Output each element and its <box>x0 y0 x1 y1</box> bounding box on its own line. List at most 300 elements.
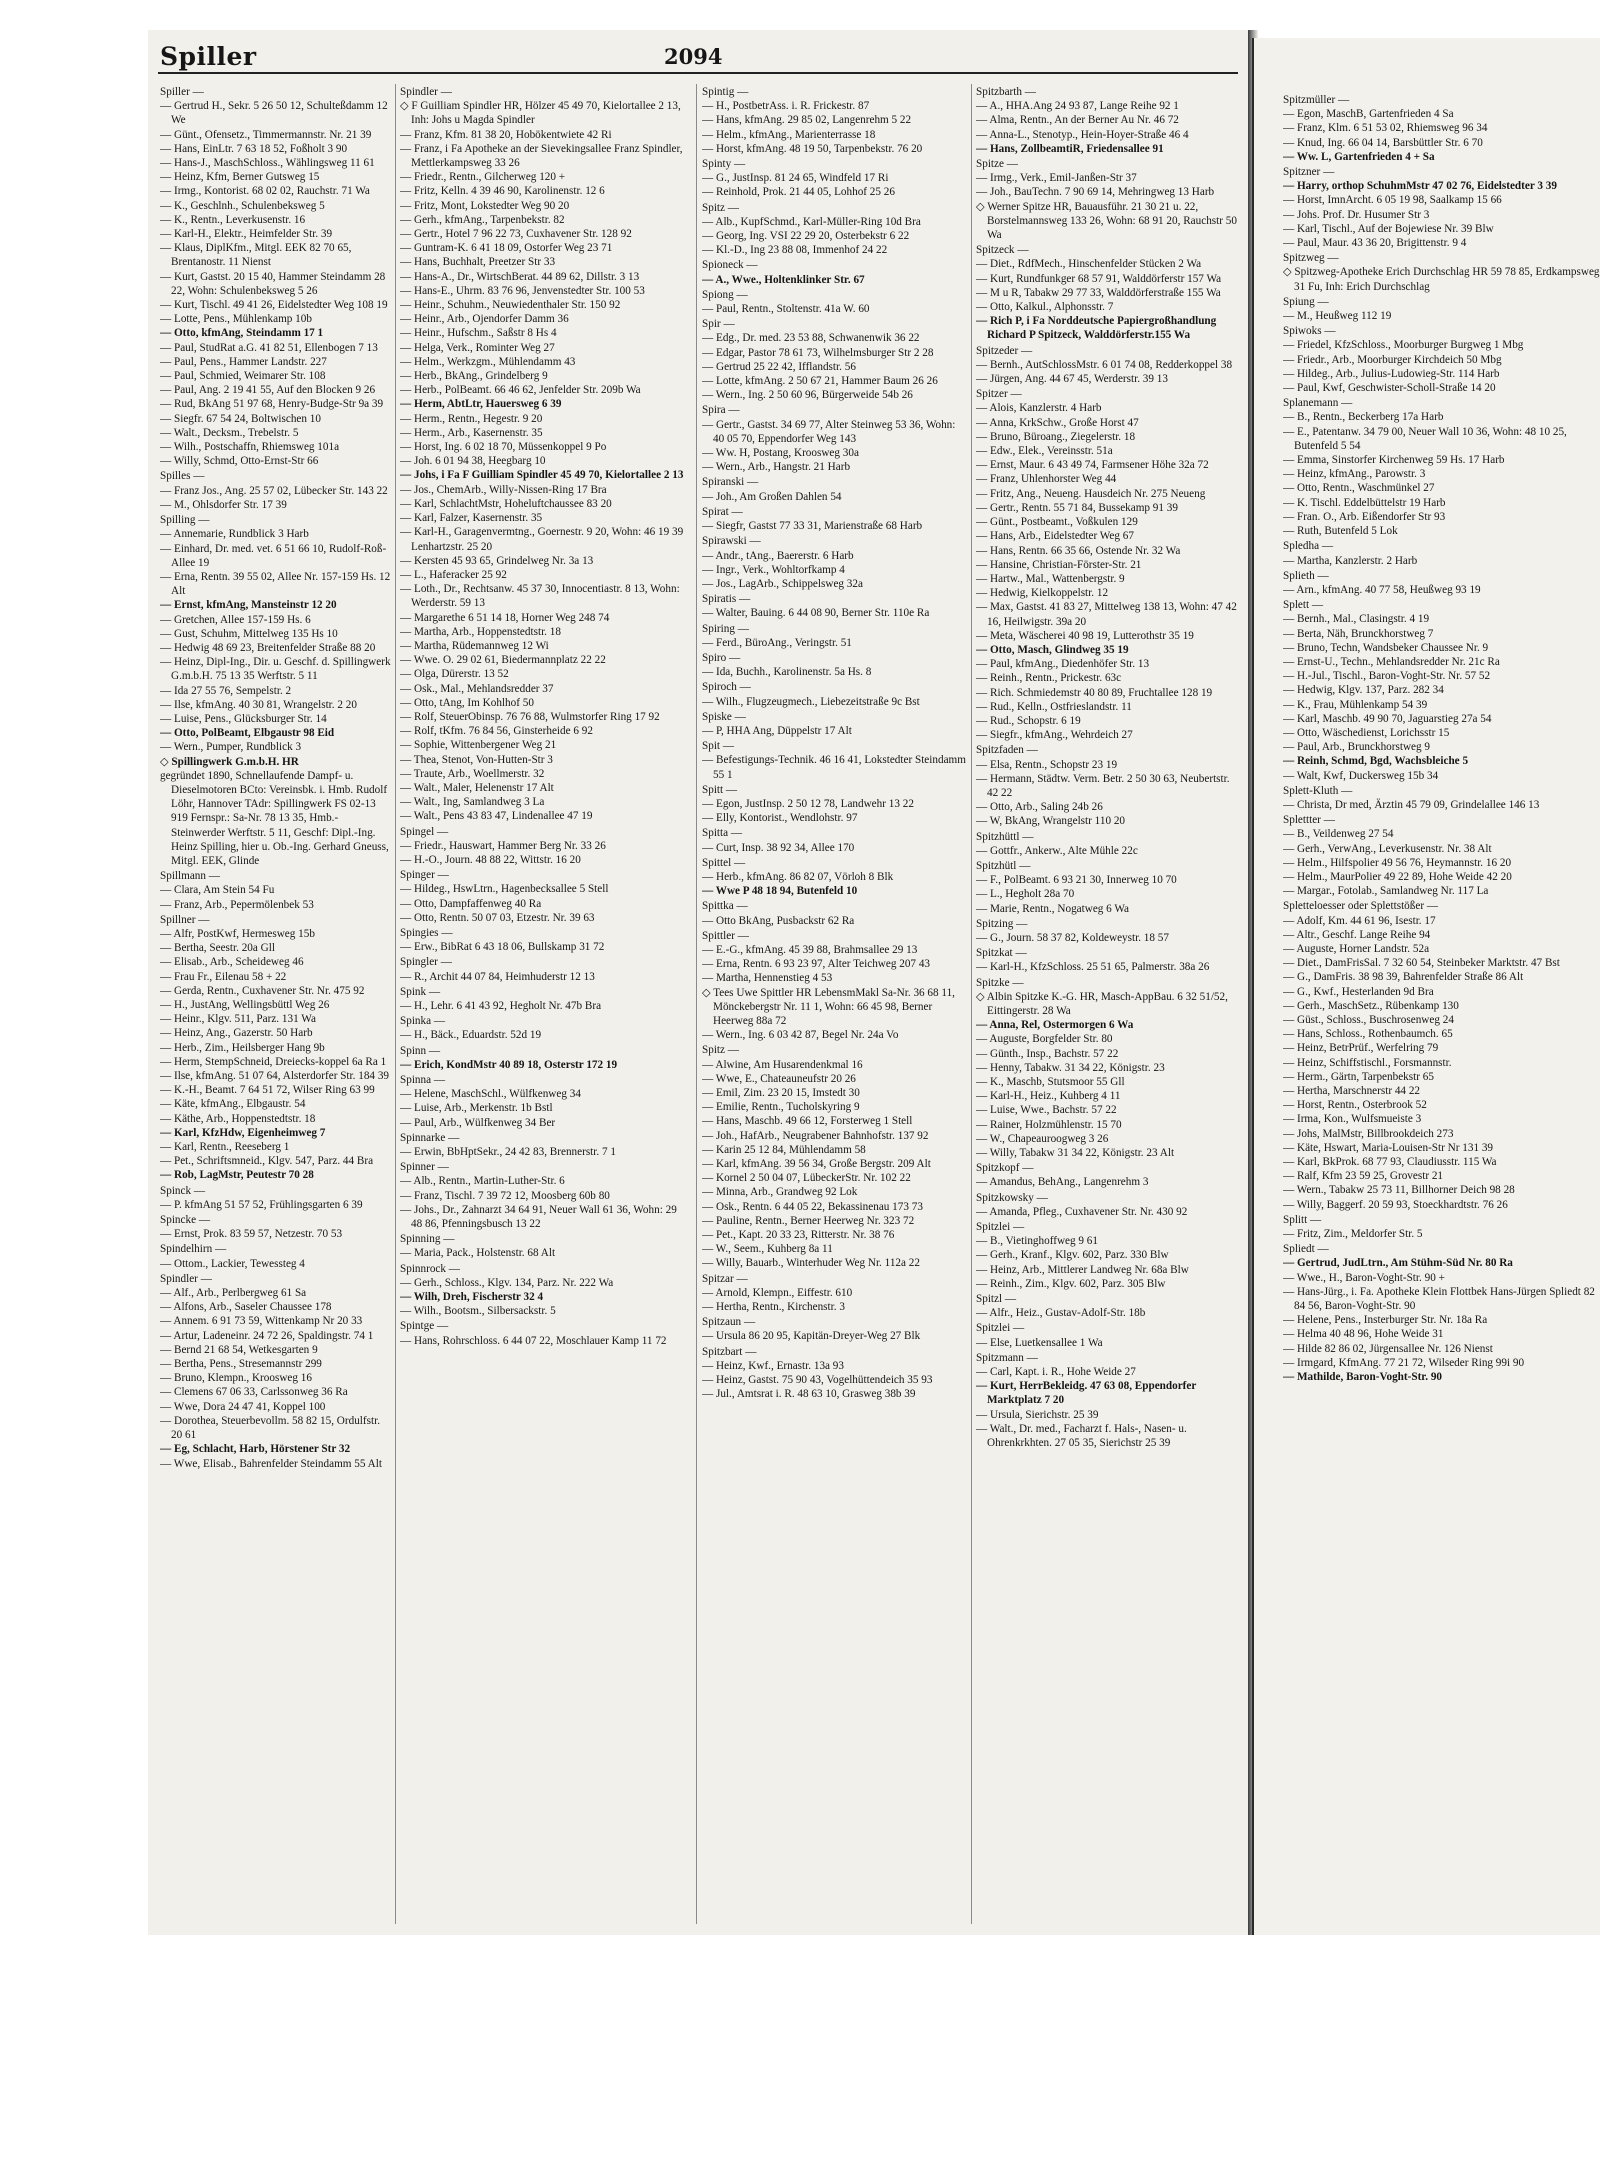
surname-heading: Spiro — <box>702 651 741 664</box>
directory-entry: — Heinz, Kfm, Berner Gutsweg 15 <box>160 171 320 184</box>
directory-entry: — Willy, Schmd, Otto-Ernst-Str 66 <box>160 455 319 468</box>
directory-entry: — Helm., Werkzgm., Mühlendamm 43 <box>400 355 576 368</box>
directory-entry: — Joh., BauTechn. 7 90 69 14, Mehringweg 13 Harb <box>976 186 1215 199</box>
directory-entry: — F., PolBeamt. 6 93 21 30, Innerweg 10 70 <box>976 874 1177 887</box>
surname-heading: Spitzeck — <box>976 244 1029 257</box>
directory-entry: — Knud, Ing. 66 04 14, Barsbüttler Str. 6 70 <box>1283 136 1483 149</box>
directory-entry: — Arn., kfmAng. 40 77 58, Heußweg 93 19 <box>1283 583 1481 596</box>
directory-entry: — Ida, Buchh., Karolinenstr. 5a Hs. 8 <box>702 666 872 679</box>
directory-entry: — Reinh., Rentn., Prickestr. 63c <box>976 672 1122 685</box>
directory-entry: — Wern., Ing. 6 03 42 87, Begel Nr. 24a Vo <box>702 1029 899 1042</box>
directory-entry: — Otto, Dampfaffenweg 40 Ra <box>400 897 542 910</box>
directory-entry: — Otto, Masch, Glindweg 35 19 <box>976 643 1129 656</box>
directory-entry: — Hartw., Mal., Wattenbergstr. 9 <box>976 572 1125 585</box>
directory-entry: — L., Haferacker 25 92 <box>400 568 507 581</box>
directory-entry: — Paul, Arb., Brunckhorstweg 9 <box>1283 741 1430 754</box>
surname-heading: Spitz — <box>702 201 739 214</box>
surname-heading: Spincke — <box>160 1214 211 1227</box>
directory-entry: — Alfr., Heiz., Gustav-Adolf-Str. 18b <box>976 1307 1146 1320</box>
directory-entry: — Bertha, Seestr. 20a Gll <box>160 942 275 955</box>
surname-heading: Spinnarke — <box>400 1131 460 1144</box>
surname-heading: Spingies — <box>400 926 453 939</box>
directory-entry: — Helene, MaschSchl., Wülfkenweg 34 <box>400 1088 581 1101</box>
directory-entry: — Horst, Ing. 6 02 18 70, Müssenkoppel 9 Po <box>400 441 607 454</box>
surname-heading: Spiong — <box>702 288 748 301</box>
surname-heading: Splieth — <box>1283 569 1329 582</box>
directory-entry: — Harry, orthop SchuhmMstr 47 02 76, Eidelstedter 3 39 <box>1283 180 1557 193</box>
directory-entry: — Rud., Kelln., Ostfrieslandstr. 11 <box>976 700 1132 713</box>
directory-entry: — L., Hegholt 28a 70 <box>976 888 1075 901</box>
header-rule <box>158 72 1238 74</box>
directory-entry: — Gretchen, Allee 157-159 Hs. 6 <box>160 613 311 626</box>
directory-entry: — Edgar, Pastor 78 61 73, Wilhelmsburger Str 2 28 <box>702 346 934 359</box>
directory-entry: — Hedwig 48 69 23, Breitenfelder Straße 88 20 <box>160 641 376 654</box>
column-rule <box>971 84 972 1924</box>
directory-entry: ◇ Tees Uwe Spittler HR LebensmMakl Sa-Nr. 36 68 11, Mönckebergstr Nr. 11 1, Wohn: 66 45 98, Berner Heerweg 88a 72 <box>702 986 955 1027</box>
directory-entry: — Gertrud, JudLtrn., Am Stühm-Süd Nr. 80 Ra <box>1283 1257 1513 1270</box>
directory-entry: — Gerh., Kranf., Klgv. 602, Parz. 330 Blw <box>976 1249 1169 1262</box>
directory-entry: — Ww. L, Gartenfrieden 4 + Sa <box>1283 150 1435 163</box>
directory-entry: — Fritz, Mont, Lokstedter Weg 90 20 <box>400 199 570 212</box>
directory-entry: — Helm., MaurPolier 49 22 89, Hohe Weide 42 20 <box>1283 870 1512 883</box>
directory-entry: — Wilh., Bootsm., Silbersackstr. 5 <box>400 1305 556 1318</box>
directory-entry: — Maria, Pack., Holstenstr. 68 Alt <box>400 1247 556 1260</box>
directory-entry: — H., Bäck., Eduardstr. 52d 19 <box>400 1029 542 1042</box>
directory-entry: — Ernst, kfmAng, Mansteinstr 12 20 <box>160 599 337 612</box>
directory-entry: — Hildeg., Arb., Julius-Ludowieg-Str. 114 Harb <box>1283 367 1500 380</box>
directory-entry: — Annem. 6 91 73 59, Wittenkamp Nr 20 33 <box>160 1315 363 1328</box>
directory-entry: — Pet., Schriftsmneid., Klgv. 547, Parz. 44 Bra <box>160 1155 374 1168</box>
surname-heading: Spit — <box>702 740 735 753</box>
directory-entry: — B., Veildenweg 27 54 <box>1283 828 1394 841</box>
directory-entry: — Alwine, Am Husarendenkmal 16 <box>702 1058 863 1071</box>
directory-entry: — Heinr., Arb., Ojendorfer Damm 36 <box>400 313 569 326</box>
directory-entry: — Karl-H., Heiz., Kuhberg 4 11 <box>976 1090 1121 1103</box>
column-3 <box>702 84 966 1924</box>
directory-entry: — G., JustInsp. 81 24 65, Windfeld 17 Ri <box>702 172 889 185</box>
surname-heading: Spittler — <box>702 929 749 942</box>
directory-entry: — Hans, Buchhalt, Preetzer Str 33 <box>400 256 556 269</box>
directory-entry: ◇ F Guilliam Spindler HR, Hölzer 45 49 70, Kielortallee 2 13, Inh: Johs u Magda Spindler <box>400 100 681 127</box>
directory-entry: — Adolf, Km. 44 61 96, Isestr. 17 <box>1283 914 1436 927</box>
directory-entry: — Gottfr., Ankerw., Alte Mühle 22c <box>976 844 1138 857</box>
directory-entry: — Friedr., Rentn., Gilcherweg 120 + <box>400 171 566 184</box>
directory-entry: — Käte, kfmAng., Elbgaustr. 54 <box>160 1098 306 1111</box>
directory-entry: — Fritz, Kelln. 4 39 46 90, Karolinenstr. 12 6 <box>400 185 605 198</box>
directory-entry: — P. kfmAng 51 57 52, Frühlingsgarten 6 39 <box>160 1198 363 1211</box>
directory-entry: — Horst, Rentn., Osterbrook 52 <box>1283 1099 1427 1112</box>
directory-entry: — Karin 25 12 84, Mühlendamm 58 <box>702 1143 866 1156</box>
directory-entry: — Hans, Rohrschloss. 6 44 07 22, Moschlauer Kamp 11 72 <box>400 1334 667 1347</box>
directory-entry: — Martha, Rüdemannweg 12 Wi <box>400 639 549 652</box>
directory-entry: ◇ Spitzweg-Apotheke Erich Durchschlag HR 59 78 85, Erdkampsweg 31 Fu, Inh: Erich Durchschlag <box>1283 266 1600 293</box>
directory-entry: — Altr., Geschf. Lange Reihe 94 <box>1283 928 1431 941</box>
directory-entry: — Alfr, PostKwf, Hermesweg 15b <box>160 927 315 940</box>
directory-entry: — Wern., Tabakw 25 73 11, Billhorner Deich 98 28 <box>1283 1184 1515 1197</box>
directory-entry: — Heinz, BetrPrüf., Werfelring 79 <box>1283 1042 1439 1055</box>
directory-entry: — Ernst-U., Techn., Mehlandsredder Nr. 21c Ra <box>1283 655 1500 668</box>
surname-heading: Spilles — <box>160 470 205 483</box>
directory-entry: — Anna, KrkSchw., Große Horst 47 <box>976 416 1139 429</box>
directory-entry: — Friedr., Arb., Moorburger Kirchdeich 50 Mbg <box>1283 353 1502 366</box>
directory-entry: — Franz, Kfm. 81 38 20, Hobökentwiete 42 Ri <box>400 128 612 141</box>
surname-heading: Spink — <box>400 985 441 998</box>
directory-entry: — K. Tischl. Eddelbüttelstr 19 Harb <box>1283 496 1446 509</box>
directory-entry: — Bruno, Büroang., Ziegelerstr. 18 <box>976 430 1136 443</box>
directory-entry: — H.-O., Journ. 48 88 22, Wittstr. 16 20 <box>400 853 581 866</box>
directory-entry: — Ursula, Sierichstr. 25 39 <box>976 1408 1099 1421</box>
directory-entry: — Walt., Ing, Samlandweg 3 La <box>400 796 545 809</box>
directory-entry: — Wern., Arb., Hangstr. 21 Harb <box>702 461 851 474</box>
surname-heading: Spitze — <box>976 158 1018 171</box>
directory-entry: — Heinz, Schiffstischl., Forsmannstr. <box>1283 1056 1452 1069</box>
directory-entry: — Elsa, Rentn., Schopstr 23 19 <box>976 758 1118 771</box>
surname-heading: Spirawski — <box>702 535 761 548</box>
surname-heading: Spitzhüttl — <box>976 830 1034 843</box>
directory-entry: — Ilse, kfmAng. 40 30 81, Wrangelstr. 2 20 <box>160 698 357 711</box>
surname-heading: Spilling — <box>160 514 210 527</box>
directory-entry: — Ilse, kfmAng. 51 07 64, Alsterdorfer Str. 184 39 <box>160 1070 390 1083</box>
directory-entry: — Kurt, Tischl. 49 41 26, Eidelstedter Weg 108 19 <box>160 299 388 312</box>
directory-entry: — Helm., kfmAng., Marienterrasse 18 <box>702 128 876 141</box>
directory-entry: — K., Maschb, Stutsmoor 55 Gll <box>976 1076 1125 1089</box>
directory-entry: — Hertha, Rentn., Kirchenstr. 3 <box>702 1301 845 1314</box>
directory-entry: — Erna, Rentn. 6 93 23 97, Alter Teichweg 207 43 <box>702 958 931 971</box>
directory-entry: — Rich. Schmiedemstr 40 80 89, Fruchtallee 128 19 <box>976 686 1213 699</box>
directory-entry: — Herm, StempSchneid, Dreiecks-koppel 6a Ra 1 <box>160 1055 387 1068</box>
directory-entry: — Rud., Schopstr. 6 19 <box>976 714 1081 727</box>
directory-entry: — W., Chapeauroogweg 3 26 <box>976 1132 1109 1145</box>
directory-entry: — Fritz, Ang., Neueng. Hausdeich Nr. 275 Neueng <box>976 487 1206 500</box>
directory-entry: — Paul, Rentn., Stoltenstr. 41a W. 60 <box>702 303 870 316</box>
surname-heading: Spitzbarth — <box>976 86 1036 98</box>
directory-entry: — Arnold, Klempn., Eiffestr. 610 <box>702 1286 853 1299</box>
surname-heading: Spindler — <box>160 1272 212 1285</box>
directory-entry: — Gertr., Rentn. 55 71 84, Bussekamp 91 39 <box>976 501 1178 514</box>
directory-entry: — Guntram-K. 6 41 18 09, Ostorfer Weg 23 71 <box>400 242 613 255</box>
surname-heading: Spiranski — <box>702 476 759 489</box>
page-number: 2094 <box>664 44 723 69</box>
directory-entry: — M., Ohlsdorfer Str. 17 39 <box>160 498 287 511</box>
directory-entry: — Wern., Pumper, Rundblick 3 <box>160 741 302 754</box>
directory-entry: — Emil, Zim. 23 20 15, Imstedt 30 <box>702 1087 860 1100</box>
directory-entry: — Luise, Wwe., Bachstr. 57 22 <box>976 1104 1117 1117</box>
directory-entry: — H., Lehr. 6 41 43 92, Hegholt Nr. 47b Bra <box>400 1000 602 1012</box>
directory-entry: — Kersten 45 93 65, Grindelweg Nr. 3a 13 <box>400 554 594 567</box>
directory-entry: — Marie, Rentn., Nogatweg 6 Wa <box>976 902 1129 915</box>
directory-entry: — Karl, KfzHdw, Eigenheimweg 7 <box>160 1126 326 1139</box>
directory-entry: — Wern., Ing. 2 50 60 96, Bürgerweide 54b 26 <box>702 389 913 402</box>
directory-entry: — Franz, Uhlenhorster Weg 44 <box>976 473 1117 486</box>
directory-entry: — Siegfr. 67 54 24, Boltwischen 10 <box>160 412 321 425</box>
directory-entry: — M., Heußweg 112 19 <box>1283 310 1392 323</box>
directory-entry: — Helma 40 48 96, Hohe Weide 31 <box>1283 1328 1444 1341</box>
directory-entry: — Loth., Dr., Rechtsanw. 45 37 30, Innocentiastr. 8 13, Wohn: Werderstr. 59 13 <box>400 583 680 610</box>
surname-heading: Spitzkat — <box>976 947 1027 960</box>
directory-entry: — Karl, Maschb. 49 90 70, Jaguarstieg 27a 54 <box>1283 712 1492 725</box>
directory-entry: — Curt, Insp. 38 92 34, Allee 170 <box>702 841 855 854</box>
column-5 <box>1283 92 1600 1912</box>
surname-heading: Spinn — <box>400 1044 441 1057</box>
directory-entry: — Olga, Dürerstr. 13 52 <box>400 668 509 681</box>
directory-entry: — Henny, Tabakw. 31 34 22, Königstr. 23 <box>976 1061 1165 1074</box>
directory-entry: — W, BkAng, Wrangelstr 110 20 <box>976 815 1126 828</box>
directory-entry: — Gerda, Rentn., Cuxhavener Str. Nr. 475 92 <box>160 984 365 997</box>
directory-entry: — Horst, ImnArcht. 6 05 19 98, Saalkamp 15 66 <box>1283 194 1502 207</box>
directory-entry: — B., Rentn., Beckerberg 17a Harb <box>1283 411 1444 424</box>
surname-heading: Splettter — <box>1283 814 1335 827</box>
directory-entry: — Auguste, Horner Landstr. 52a <box>1283 942 1430 955</box>
directory-entry: — Günt., Ofensetz., Timmermannstr. Nr. 21 39 <box>160 128 372 141</box>
surname-heading: Spitzlei — <box>976 1221 1025 1234</box>
directory-entry: — Hansine, Christian-Förster-Str. 21 <box>976 558 1142 571</box>
directory-entry: — Else, Luetkensallee 1 Wa <box>976 1336 1103 1349</box>
surname-heading: Spitzl — <box>976 1293 1017 1306</box>
directory-entry: — Sophie, Wittenbergener Weg 21 <box>400 739 557 752</box>
directory-entry: ◇ Albin Spitzke K.-G. HR, Masch-AppBau. 6 32 51/52, Eittingerstr. 28 Wa <box>976 990 1228 1017</box>
surname-heading: Spitzbart — <box>702 1345 757 1358</box>
directory-entry: — E.-G., kfmAng. 45 39 88, Brahmsallee 29 13 <box>702 943 918 956</box>
directory-entry: — Kornel 2 50 04 07, LübeckerStr. Nr. 102 22 <box>702 1172 911 1185</box>
surname-heading: Spitzmüller — <box>1283 94 1350 106</box>
directory-entry: — Joh. 6 01 94 38, Heegbarg 10 <box>400 455 546 468</box>
directory-entry: — Hedwig, Kielkoppelstr. 12 <box>976 587 1109 600</box>
directory-entry: — Hans-Jürg., i. Fa. Apotheke Klein Flottbek Hans-Jürgen Spliedt 82 84 56, Baron-Voght-Str. 90 <box>1283 1285 1595 1313</box>
directory-entry: — Dorothea, Steuerbevollm. 58 82 15, Ordulfstr. 20 61 <box>160 1414 380 1442</box>
surname-heading: Spitzlei — <box>976 1322 1025 1335</box>
directory-entry: ◇ Werner Spitze HR, Bauausführ. 21 30 21 u. 22, Borstelmannsweg 133 26, Wohn: 68 91 20, Rauchstr 50 Wa <box>976 200 1237 242</box>
surname-heading: Spitt — <box>702 783 738 796</box>
directory-entry: — B., Vietinghoffweg 9 61 <box>976 1235 1098 1248</box>
directory-entry: — Gertr., Hotel 7 96 22 73, Cuxhavener Str. 128 92 <box>400 228 632 241</box>
directory-entry: — Heinr., Hufschm., Saßstr 8 Hs 4 <box>400 327 557 340</box>
directory-entry: — Hans-E., Uhrm. 83 76 96, Jenvenstedter Str. 100 53 <box>400 284 645 297</box>
directory-entry: — G., Kwf., Hesterlanden 9d Bra <box>1283 985 1434 998</box>
directory-entry: — Walt, Kwf, Duckersweg 15b 34 <box>1283 769 1439 782</box>
directory-entry: — Rolf, tKfm. 76 84 56, Ginsterheide 6 92 <box>400 725 593 738</box>
directory-entry: — Herb., Zim., Heilsberger Hang 9b <box>160 1041 325 1054</box>
surname-heading: Spiroch — <box>702 681 751 694</box>
directory-entry: — Elisab., Arb., Scheideweg 46 <box>160 956 304 969</box>
directory-entry: — Traute, Arb., Woellmerstr. 32 <box>400 767 545 780</box>
directory-entry: — Einhard, Dr. med. vet. 6 51 66 10, Rudolf-Roß-Allee 19 <box>160 542 387 569</box>
directory-entry: — Diet., DamFrisSal. 7 32 60 54, Steinbeker Marktstr. 47 Bst <box>1283 957 1560 970</box>
directory-entry: — Wwe., H., Baron-Voght-Str. 90 + <box>1283 1271 1445 1284</box>
directory-entry: — Herb., BkAng., Grindelberg 9 <box>400 370 548 383</box>
directory-entry: — Bruno, Klempn., Kroosweg 16 <box>160 1372 312 1385</box>
directory-entry: — K.-H., Beamt. 7 64 51 72, Wilser Ring 63 99 <box>160 1084 375 1097</box>
surname-heading: Spiwoks — <box>1283 325 1336 338</box>
directory-entry: — Bernh., AutSchlossMstr. 6 01 74 08, Redderkoppel 38 <box>976 358 1233 371</box>
directory-entry: — M u R, Tabakw 29 77 33, Walddörferstraße 155 Wa <box>976 286 1221 299</box>
directory-entry: — Ursula 86 20 95, Kapitän-Dreyer-Weg 27 Blk <box>702 1330 921 1343</box>
surname-heading: Splett — <box>1283 599 1324 612</box>
directory-entry: — Käte, Hswart, Maria-Louisen-Str Nr 131 39 <box>1283 1141 1494 1154</box>
directory-entry: — Meta, Wäscherei 40 98 19, Lutterothstr 35 19 <box>976 629 1194 642</box>
directory-entry: — Hermann, Städtw. Verm. Betr. 2 50 30 63, Neubertstr. 42 22 <box>976 772 1230 799</box>
surname-heading: Splanemann — <box>1283 397 1353 410</box>
surname-heading: Spitz — <box>702 1044 739 1057</box>
directory-entry: — Erw., BibRat 6 43 18 06, Bullskamp 31 72 <box>400 941 605 954</box>
surname-heading: Spiratis — <box>702 593 751 606</box>
directory-entry: — H., JustAng, Wellingsbüttl Weg 26 <box>160 999 330 1011</box>
directory-entry: — Ww. H, Postang, Kroosweg 30a <box>702 447 859 460</box>
directory-entry: — Andr., tAng., Baererstr. 6 Harb <box>702 549 854 562</box>
directory-entry: — Ralf, Kfm 23 59 25, Grovestr 21 <box>1283 1170 1444 1183</box>
surname-heading: Splett-Kluth — <box>1283 784 1353 797</box>
directory-entry: — Diet., RdfMech., Hinschenfelder Stücken 2 Wa <box>976 258 1202 271</box>
surname-heading: Spinty — <box>702 158 746 171</box>
directory-entry: — Margarethe 6 51 14 18, Horner Weg 248 74 <box>400 611 610 624</box>
directory-entry: — Otto, tAng, Im Kohlhof 50 <box>400 696 534 709</box>
directory-entry: — Jos., LagArb., Schippelsweg 32a <box>702 577 863 590</box>
directory-entry: — Ernst, Prok. 83 59 57, Netzestr. 70 53 <box>160 1228 343 1241</box>
directory-entry: — Kl.-D., Ing 23 88 08, Immenhof 24 22 <box>702 244 888 257</box>
directory-entry: — Franz, Klm. 6 51 53 02, Rhiemsweg 96 34 <box>1283 122 1488 135</box>
directory-entry: — Irmg., Verk., Emil-Janßen-Str 37 <box>976 172 1137 185</box>
directory-entry: — Wwe, E., Chateauneufstr 20 26 <box>702 1072 856 1085</box>
directory-entry: — Walter, Bauing. 6 44 08 90, Berner Str. 110e Ra <box>702 607 930 620</box>
directory-entry: — Helm., Hilfspolier 49 56 76, Heymannstr. 16 20 <box>1283 856 1512 869</box>
directory-entry: — Hans, ZollbeamtiR, Friedensallee 91 <box>976 142 1164 155</box>
directory-entry: — Wilh, Dreh, Fischerstr 32 4 <box>400 1291 544 1304</box>
directory-entry: — Hans, EinLtr. 7 63 18 52, Foßholt 3 90 <box>160 142 348 155</box>
directory-entry: — P, HHA Ang, Düppelstr 17 Alt <box>702 724 852 737</box>
directory-entry: — Herm., Gärtn, Tarpenbekstr 65 <box>1283 1070 1434 1083</box>
directory-entry: — Johs. Prof. Dr. Husumer Str 3 <box>1283 208 1430 221</box>
directory-entry: — Luise, Arb., Merkenstr. 1b Bstl <box>400 1102 553 1115</box>
surname-heading: Spioneck — <box>702 259 758 272</box>
directory-entry: — Karl-H., Elektr., Heimfelder Str. 39 <box>160 228 333 241</box>
directory-entry: — Karl-H., KfzSchloss. 25 51 65, Palmerstr. 38a 26 <box>976 961 1210 974</box>
directory-entry: — Hilde 82 86 02, Jürgensallee Nr. 126 Nienst <box>1283 1342 1493 1355</box>
directory-entry: — Lotte, Pens., Mühlenkamp 10b <box>160 313 312 326</box>
directory-entry: — Alma, Rentn., An der Berner Au Nr. 46 72 <box>976 114 1179 127</box>
directory-entry: — Frau Fr., Eilenau 58 + 22 <box>160 970 287 983</box>
directory-entry: — Martha, Kanzlerstr. 2 Harb <box>1283 554 1418 567</box>
directory-entry: — Hans-J., MaschSchloss., Wählingsweg 11 61 <box>160 157 375 170</box>
directory-entry: — Karl, Tischl., Auf der Bojewiese Nr. 39 Blw <box>1283 222 1494 235</box>
surname-heading: Spingel — <box>400 825 449 838</box>
directory-entry: — E., Patentanw. 34 79 00, Neuer Wall 10 36, Wohn: 48 10 25, Butenfeld 5 54 <box>1283 425 1567 452</box>
directory-entry: — Jul., Amtsrat i. R. 48 63 10, Grasweg 38b 39 <box>702 1388 916 1401</box>
directory-entry: — Carl, Kapt. i. R., Hohe Weide 27 <box>976 1366 1136 1379</box>
surname-heading: Spitzke — <box>976 976 1024 989</box>
directory-entry: — Johs, MalMstr, Billbrookdeich 273 <box>1283 1127 1454 1140</box>
directory-entry: — Jürgen, Ang. 44 67 45, Werderstr. 39 13 <box>976 373 1168 386</box>
directory-entry: — Siegfr., kfmAng., Wehrdeich 27 <box>976 729 1133 742</box>
directory-entry: — Heinr., Schuhm., Neuwiedenthaler Str. 150 92 <box>400 299 621 312</box>
directory-entry: — R., Archit 44 07 84, Heimhuderstr 12 13 <box>400 970 595 983</box>
directory-entry: — H., PostbetrAss. i. R. Frickestr. 87 <box>702 100 870 113</box>
directory-entry: — Friedr., Hauswart, Hammer Berg Nr. 33 26 <box>400 839 606 852</box>
directory-entry: — Kurt, Rundfunkger 68 57 91, Walddörferstr 157 Wa <box>976 272 1222 285</box>
directory-entry: — Gerh., MaschSetz., Rübenkamp 130 <box>1283 999 1459 1012</box>
surname-heading: Spinner — <box>400 1161 449 1174</box>
directory-entry: — Willy, Bauarb., Winterhuder Weg Nr. 112a 22 <box>702 1257 920 1270</box>
directory-entry: — Friedel, KfzSchloss., Moorburger Burgweg 1 Mbg <box>1283 339 1524 352</box>
directory-entry: — Willy, Tabakw 31 34 22, Königstr. 23 Alt <box>976 1147 1175 1160</box>
directory-entry: — Kurt, Gastst. 20 15 40, Hammer Steindamm 28 22, Wohn: Schulenbeksweg 5 26 <box>160 270 386 297</box>
directory-entry: — Hedwig, Klgv. 137, Parz. 282 34 <box>1283 684 1444 697</box>
directory-entry: — Wilh., Flugzeugmech., Liebezeitstraße 9c Bst <box>702 695 920 708</box>
directory-entry: — Walt., Pens 43 83 47, Lindenallee 47 19 <box>400 810 593 823</box>
directory-entry: — Reinh, Schmd, Bgd, Wachsbleiche 5 <box>1283 755 1469 768</box>
directory-entry: — Wwe, Elisab., Bahrenfelder Steindamm 55 Alt <box>160 1457 382 1470</box>
directory-entry: — Paul, Arb., Wülfkenweg 34 Ber <box>400 1116 556 1129</box>
directory-entry: — Osk., Rentn. 6 44 05 22, Bekassinenau 173 73 <box>702 1200 923 1213</box>
directory-entry: — Emilie, Rentn., Tucholskyring 9 <box>702 1101 860 1114</box>
surname-heading: Spirat — <box>702 505 743 518</box>
directory-entry: — Ottom., Lackier, Tewessteg 4 <box>160 1257 305 1270</box>
directory-entry: — Georg, Ing. VSI 22 29 20, Osterbekstr 6 22 <box>702 230 910 243</box>
surname-heading: Spittel — <box>702 856 746 869</box>
directory-entry: — Johs., Dr., Zahnarzt 34 64 91, Neuer Wall 61 36, Wohn: 29 48 86, Pfenningsbusch 13 22 <box>400 1203 677 1231</box>
surname-heading: Spindelhirn — <box>160 1243 227 1256</box>
directory-entry: — Amanda, Pfleg., Cuxhavener Str. Nr. 430 92 <box>976 1205 1188 1218</box>
surname-heading: Spitzner — <box>1283 166 1335 179</box>
directory-entry: — Karl, Falzer, Kasernenstr. 35 <box>400 512 543 525</box>
directory-entry: — Ida 27 55 76, Sempelstr. 2 <box>160 684 292 697</box>
directory-entry: — Martha, Hennenstieg 4 53 <box>702 972 833 985</box>
surname-heading: Spir — <box>702 318 735 331</box>
surname-heading: Spitzweg — <box>1283 252 1339 265</box>
directory-entry: — Karl, BkProk. 68 77 93, Claudiusstr. 115 Wa <box>1283 1156 1497 1169</box>
directory-entry: — A., Wwe., Holtenklinker Str. 67 <box>702 273 865 286</box>
directory-entry: — Thea, Stenot, Von-Hutten-Str 3 <box>400 753 553 766</box>
directory-entry: — Ingr., Verk., Wohltorfkamp 4 <box>702 563 845 576</box>
column-4 <box>976 84 1242 1924</box>
directory-entry: — Gust, Schuhm, Mittelweg 135 Hs 10 <box>160 627 338 640</box>
directory-entry: — Alb., KupfSchmd., Karl-Müller-Ring 10d Bra <box>702 215 921 228</box>
directory-entry: — Otto, Wäschedienst, Lorichsstr 15 <box>1283 726 1450 739</box>
directory-entry: — Fran. O., Arb. Eißendorfer Str 93 <box>1283 510 1446 523</box>
directory-entry: — Willy, Baggerf. 20 59 93, Stoeckhardtstr. 76 26 <box>1283 1198 1508 1211</box>
directory-entry: — Ferd., BüroAng., Veringstr. 51 <box>702 636 852 649</box>
surname-heading: Spingler — <box>400 956 452 969</box>
directory-entry: — Annemarie, Rundblick 3 Harb <box>160 528 309 541</box>
directory-entry: — Erwin, BbHptSekr., 24 42 83, Brennerstr. 7 1 <box>400 1146 616 1159</box>
directory-entry: — Hertha, Marschnerstr 44 22 <box>1283 1085 1421 1098</box>
directory-entry: — Fritz, Zim., Meldorfer Str. 5 <box>1283 1228 1423 1241</box>
directory-entry: — Befestigungs-Technik. 46 16 41, Lokstedter Steindamm 55 1 <box>702 754 966 781</box>
directory-entry: — Berta, Näh, Brunckhorstweg 7 <box>1283 627 1434 640</box>
directory-entry: — Paul, Pens., Hammer Landstr. 227 <box>160 355 327 368</box>
directory-entry: — Günth., Insp., Bachstr. 57 22 <box>976 1047 1119 1060</box>
directory-entry: — Günt., Postbeamt., Voßkulen 129 <box>976 516 1138 529</box>
directory-entry: — Helga, Verk., Rominter Weg 27 <box>400 341 555 354</box>
directory-entry: — Paul, Schmied, Weimarer Str. 108 <box>160 370 326 383</box>
surname-heading: Spira — <box>702 404 740 417</box>
directory-entry: — Karl-H., Garagenvermtng., Goernestr. 9 20, Wohn: 46 19 39 Lenhartzstr. 25 20 <box>400 526 684 553</box>
directory-entry: — Wwe P 48 18 94, Butenfeld 10 <box>702 885 858 898</box>
directory-entry: — K., Frau, Mühlenkamp 54 39 <box>1283 698 1428 711</box>
directory-entry: — Gerh., kfmAng., Tarpenbekstr. 82 <box>400 213 565 226</box>
surname-heading: Spitzar — <box>702 1272 748 1285</box>
directory-entry: — Wwe, Dora 24 47 41, Koppel 100 <box>160 1400 326 1413</box>
surname-heading: Spiske — <box>702 710 746 723</box>
directory-entry: — Walt., Decksm., Trebelstr. 5 <box>160 426 299 439</box>
directory-entry: — Erich, KondMstr 40 89 18, Osterstr 172 19 <box>400 1058 618 1071</box>
directory-entry: — Pet., Kapt. 20 33 23, Ritterstr. Nr. 38 76 <box>702 1229 895 1242</box>
directory-entry: — Mathilde, Baron-Voght-Str. 90 <box>1283 1371 1443 1384</box>
directory-entry: gegründet 1890, Schnellaufende Dampf- u. Dieselmotoren BCto: Vereinsbk. i. Hmb. Rudolf Löhr, Hannover TAdr: Spillingwerk FS 02-13 919 Fernspr.: Sa-Nr. 78 13 35, Hmb.-Steinwerder Werftstr. 5 11, Geschf: Dipl.-Ing. Heinz Spilling, hier u. Ob.-Ing. Gerhard Gneuss, Mitgl. EEK, Glinde <box>160 769 389 867</box>
directory-entry: — Lotte, kfmAng. 2 50 67 21, Hammer Baum 26 26 <box>702 375 938 388</box>
directory-entry: — Franz, i Fa Apotheke an der Sievekingsallee Franz Spindler, Mettlerkampsweg 33 26 <box>400 142 683 170</box>
directory-entry: — Franz, Tischl. 7 39 72 12, Moosberg 60b 80 <box>400 1189 610 1202</box>
directory-entry: — Heinz, Kwf., Ernastr. 13a 93 <box>702 1359 844 1372</box>
directory-entry: — W., Seem., Kuhberg 8a 11 <box>702 1243 833 1256</box>
